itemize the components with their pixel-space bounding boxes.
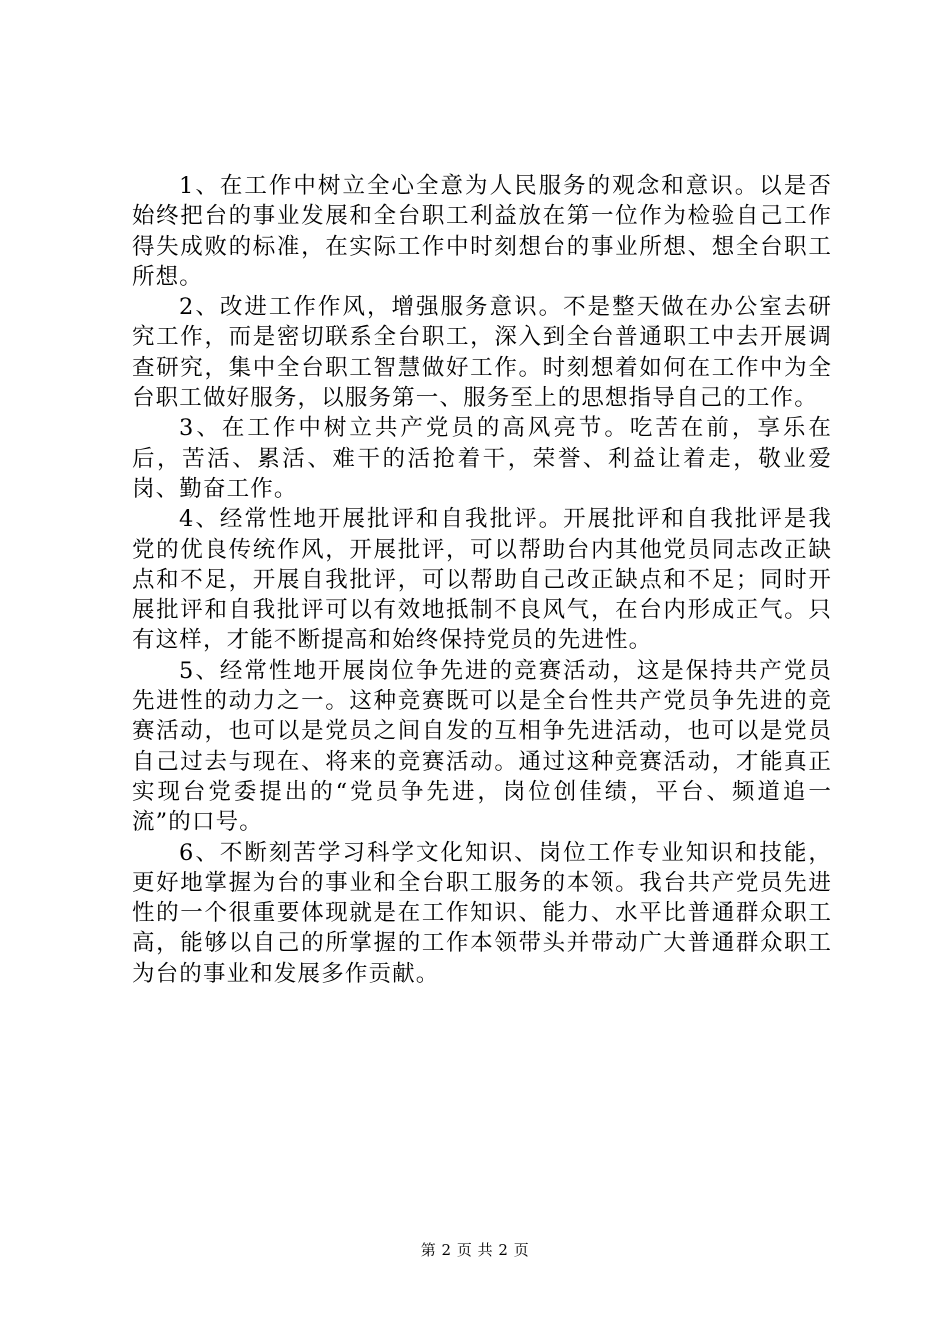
paragraph-5: 5、经常性地开展岗位争先进的竞赛活动，这是保持共产党员先进性的动力之一。这种竞赛既可以是全台性共产党员争先进的竞赛活动，也可以是党员之间自发的互相争先进活动，也可以是党员自己过去与现在、将来的竞赛活动。通过这种竞赛活动，才能真正实现台党委提出的“党员争先进，岗位创佳绩，平台、频道追一流”的口号。 [132,657,832,836]
paragraph-3: 3、在工作中树立共产党员的高风亮节。吃苦在前，享乐在后，苦活、累活、难干的活抢着干，荣誉、利益让着走，敬业爱岗、勤奋工作。 [132,415,832,502]
paragraph-4: 4、经常性地开展批评和自我批评。开展批评和自我批评是我党的优良传统作风，开展批评，可以帮助台内其他党员同志改正缺点和不足，开展自我批评，可以帮助自己改正缺点和不足；同时开展批评和自我批评可以有效地抵制不良风气，在台内形成正气。只有这样，才能不断提高和始终保持党员的先进性。 [132,506,832,654]
paragraph-6: 6、不断刻苦学习科学文化知识、岗位工作专业知识和技能，更好地掌握为台的事业和全台职工服务的本领。我台共产党员先进性的一个很重要体现就是在工作知识、能力、水平比普通群众职工高，能够以自己的所掌握的工作本领带头并带动广大普通群众职工为台的事业和发展多作贡献。 [132,839,832,987]
paragraph-1: 1、在工作中树立全心全意为人民服务的观念和意识。以是否始终把台的事业发展和全台职工利益放在第一位作为检验自己工作得失成败的标准，在实际工作中时刻想台的事业所想、想全台职工所想。 [132,173,832,290]
document-body [132,171,832,989]
paragraph-2: 2、改进工作作风，增强服务意识。不是整天做在办公室去研究工作，而是密切联系全台职工，深入到全台普通职工中去开展调查研究，集中全台职工智慧做好工作。时刻想着如何在工作中为全台职工做好服务，以服务第一、服务至上的思想指导自己的工作。 [132,294,832,412]
page-number-footer: 第 2 页 共 2 页 [420,1241,530,1259]
